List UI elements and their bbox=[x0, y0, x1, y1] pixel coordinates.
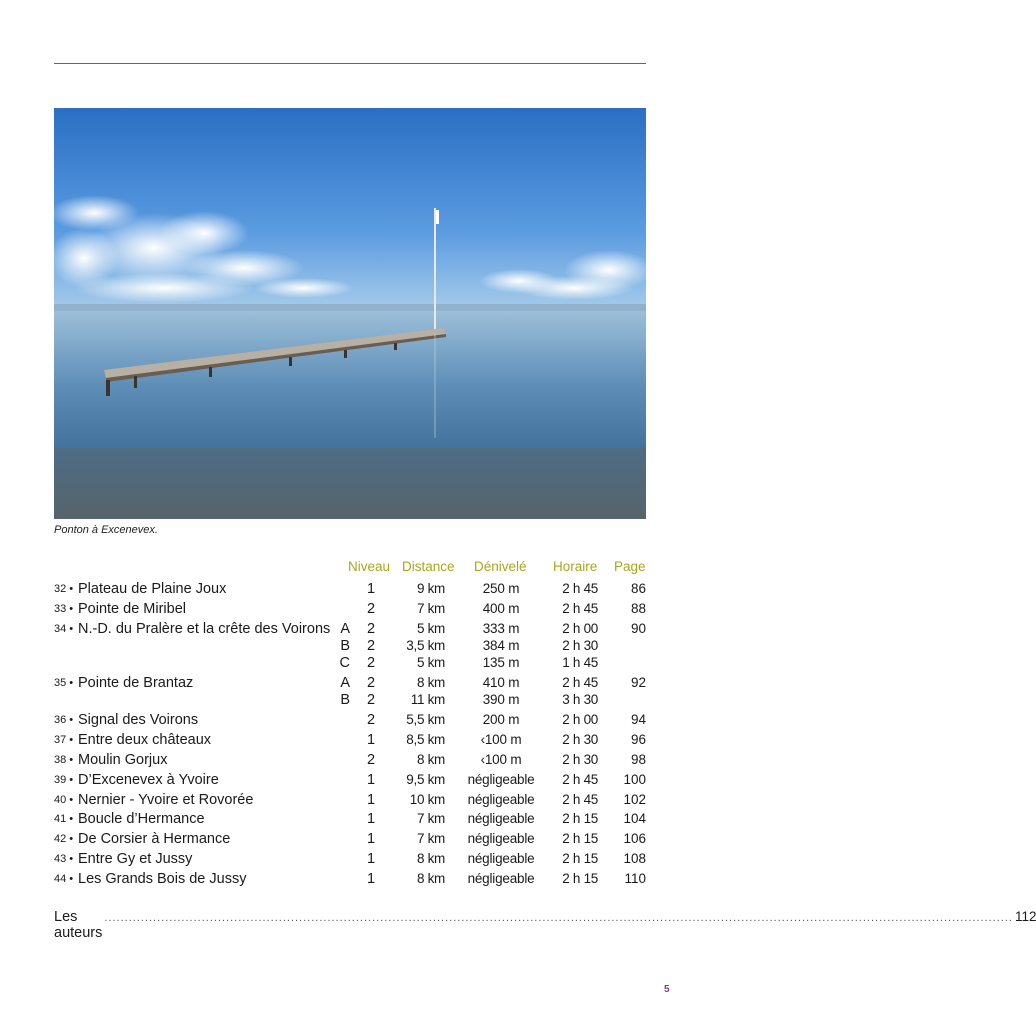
leader-dots: ................................................................................................................................................................................................................................ bbox=[104, 912, 1013, 924]
walk-horaire: 2 h 15 bbox=[562, 851, 598, 866]
authors-page: 112 bbox=[1014, 909, 1036, 924]
walk-distance: 11 km bbox=[410, 692, 445, 707]
walk-horaire: 2 h 45 bbox=[562, 601, 598, 616]
walk-title: Entre Gy et Jussy bbox=[78, 851, 193, 867]
walk-niveau: 2 bbox=[366, 621, 376, 637]
walk-horaire: 2 h 00 bbox=[562, 712, 598, 727]
walk-denivele: négligeable bbox=[467, 831, 535, 846]
walk-niveau: 2 bbox=[366, 712, 376, 728]
walk-niveau: 2 bbox=[366, 655, 376, 671]
walk-variant: B bbox=[340, 692, 350, 708]
walk-denivele: négligeable bbox=[467, 792, 535, 807]
walk-horaire: 2 h 15 bbox=[562, 831, 598, 846]
walk-number: 37 • bbox=[54, 734, 74, 746]
walk-number: 42 • bbox=[54, 833, 74, 845]
table-row[interactable] bbox=[0, 850, 700, 868]
walk-denivele: ‹100 m bbox=[480, 732, 522, 747]
walk-page: 92 bbox=[630, 675, 646, 690]
walk-denivele: 410 m bbox=[482, 675, 520, 690]
walk-horaire: 2 h 00 bbox=[562, 621, 598, 636]
walk-niveau: 1 bbox=[366, 732, 376, 748]
walk-niveau: 1 bbox=[366, 831, 376, 847]
walk-number: 41 • bbox=[54, 813, 74, 825]
walk-title: N.-D. du Pralère et la crête des Voirons bbox=[78, 621, 331, 637]
walk-number: 33 • bbox=[54, 603, 74, 615]
walk-title: Pointe de Miribel bbox=[78, 601, 186, 617]
walk-niveau: 1 bbox=[366, 772, 376, 788]
walk-niveau: 1 bbox=[366, 581, 376, 597]
walk-denivele: négligeable bbox=[467, 851, 535, 866]
walk-niveau: 2 bbox=[366, 638, 376, 654]
walk-distance: 5 km bbox=[416, 655, 445, 670]
walk-page: 98 bbox=[630, 752, 646, 767]
walk-distance: 3,5 km bbox=[406, 638, 445, 653]
walk-title: Entre deux châteaux bbox=[78, 732, 212, 748]
header-distance: Distance bbox=[402, 559, 455, 574]
walk-horaire: 2 h 45 bbox=[562, 792, 598, 807]
walk-distance: 8 km bbox=[416, 752, 445, 767]
walk-variant: C bbox=[339, 655, 350, 671]
walk-horaire: 1 h 45 bbox=[562, 655, 598, 670]
table-row[interactable] bbox=[0, 600, 700, 618]
lake-pier-photo bbox=[54, 108, 646, 519]
walk-distance: 9,5 km bbox=[406, 772, 445, 787]
header-denivele: Dénivelé bbox=[474, 559, 527, 574]
table-row[interactable] bbox=[0, 637, 700, 655]
walk-title: Nernier - Yvoire et Rovorée bbox=[78, 792, 254, 808]
walk-variant: A bbox=[340, 675, 350, 691]
authors-entry[interactable] bbox=[54, 909, 1036, 941]
walk-title: Signal des Voirons bbox=[78, 712, 199, 728]
walk-denivele: négligeable bbox=[467, 772, 535, 787]
walk-page: 104 bbox=[623, 811, 646, 826]
walk-denivele: négligeable bbox=[467, 811, 535, 826]
walk-distance: 9 km bbox=[416, 581, 445, 596]
walk-distance: 10 km bbox=[409, 792, 445, 807]
walk-page: 86 bbox=[630, 581, 646, 596]
walk-denivele: 400 m bbox=[482, 601, 520, 616]
table-row[interactable] bbox=[0, 654, 700, 672]
top-rule bbox=[54, 63, 646, 64]
walk-niveau: 1 bbox=[366, 851, 376, 867]
walk-page: 106 bbox=[623, 831, 646, 846]
walk-niveau: 2 bbox=[366, 601, 376, 617]
authors-label: Les auteurs bbox=[54, 909, 103, 941]
walk-distance: 8 km bbox=[416, 851, 445, 866]
walk-page: 90 bbox=[630, 621, 646, 636]
table-row[interactable] bbox=[0, 674, 700, 692]
walk-horaire: 2 h 15 bbox=[562, 871, 598, 886]
walk-title: Les Grands Bois de Jussy bbox=[78, 871, 247, 887]
walk-title: Moulin Gorjux bbox=[78, 752, 168, 768]
walk-denivele: 384 m bbox=[482, 638, 520, 653]
walk-distance: 8 km bbox=[416, 871, 445, 886]
walk-number: 36 • bbox=[54, 714, 74, 726]
walk-number: 35 • bbox=[54, 677, 74, 689]
table-row[interactable] bbox=[0, 771, 700, 789]
table-row[interactable] bbox=[0, 580, 700, 598]
walk-page: 94 bbox=[630, 712, 646, 727]
table-row[interactable] bbox=[0, 691, 700, 709]
walk-horaire: 2 h 45 bbox=[562, 772, 598, 787]
walk-number: 43 • bbox=[54, 853, 74, 865]
walk-distance: 8 km bbox=[416, 675, 445, 690]
walk-niveau: 1 bbox=[366, 792, 376, 808]
walk-distance: 5 km bbox=[416, 621, 445, 636]
table-row[interactable] bbox=[0, 751, 700, 769]
walk-variant: B bbox=[340, 638, 350, 654]
walk-number: 40 • bbox=[54, 794, 74, 806]
walk-niveau: 1 bbox=[366, 871, 376, 887]
walk-title: Pointe de Brantaz bbox=[78, 675, 194, 691]
table-row[interactable] bbox=[0, 870, 700, 888]
walk-title: D’Excenevex à Yvoire bbox=[78, 772, 219, 788]
walk-variant: A bbox=[340, 621, 350, 637]
walk-number: 34 • bbox=[54, 623, 74, 635]
walk-distance: 7 km bbox=[416, 831, 445, 846]
walk-horaire: 2 h 45 bbox=[562, 675, 598, 690]
header-page: Page bbox=[614, 559, 646, 574]
walk-title: Plateau de Plaine Joux bbox=[78, 581, 227, 597]
walk-page: 108 bbox=[623, 851, 646, 866]
table-row[interactable] bbox=[0, 810, 700, 828]
walk-niveau: 2 bbox=[366, 752, 376, 768]
walk-title: De Corsier à Hermance bbox=[78, 831, 231, 847]
walk-horaire: 2 h 30 bbox=[562, 638, 598, 653]
walk-page: 100 bbox=[623, 772, 646, 787]
photo-caption: Ponton à Excenevex. bbox=[54, 524, 158, 536]
table-row[interactable] bbox=[0, 830, 700, 848]
walk-denivele: 135 m bbox=[482, 655, 520, 670]
walk-horaire: 2 h 30 bbox=[562, 732, 598, 747]
table-row[interactable] bbox=[0, 711, 700, 729]
walk-distance: 7 km bbox=[416, 601, 445, 616]
header-niveau: Niveau bbox=[348, 559, 391, 574]
walk-distance: 8,5 km bbox=[406, 732, 445, 747]
table-row[interactable] bbox=[0, 791, 700, 809]
walk-niveau: 2 bbox=[366, 692, 376, 708]
walk-denivele: 390 m bbox=[482, 692, 520, 707]
walk-page: 102 bbox=[623, 792, 646, 807]
walk-horaire: 3 h 30 bbox=[562, 692, 598, 707]
walk-denivele: négligeable bbox=[467, 871, 535, 886]
walk-number: 44 • bbox=[54, 873, 74, 885]
walk-denivele: 333 m bbox=[482, 621, 520, 636]
walk-number: 32 • bbox=[54, 583, 74, 595]
table-row[interactable] bbox=[0, 731, 700, 749]
walk-page: 88 bbox=[630, 601, 646, 616]
header-horaire: Horaire bbox=[553, 559, 598, 574]
walk-number: 38 • bbox=[54, 754, 74, 766]
walk-horaire: 2 h 45 bbox=[562, 581, 598, 596]
walk-page: 110 bbox=[624, 871, 646, 886]
table-row[interactable] bbox=[0, 620, 700, 638]
walk-title: Boucle d’Hermance bbox=[78, 811, 205, 827]
walk-niveau: 1 bbox=[366, 811, 376, 827]
walk-denivele: ‹100 m bbox=[480, 752, 522, 767]
page-number: 5 bbox=[664, 984, 670, 995]
walk-page: 96 bbox=[630, 732, 646, 747]
walk-horaire: 2 h 15 bbox=[562, 811, 598, 826]
walk-denivele: 250 m bbox=[482, 581, 520, 596]
walk-niveau: 2 bbox=[366, 675, 376, 691]
walk-denivele: 200 m bbox=[482, 712, 520, 727]
walk-distance: 5,5 km bbox=[406, 712, 445, 727]
walk-distance: 7 km bbox=[416, 811, 445, 826]
walk-horaire: 2 h 30 bbox=[562, 752, 598, 767]
walk-number: 39 • bbox=[54, 774, 74, 786]
